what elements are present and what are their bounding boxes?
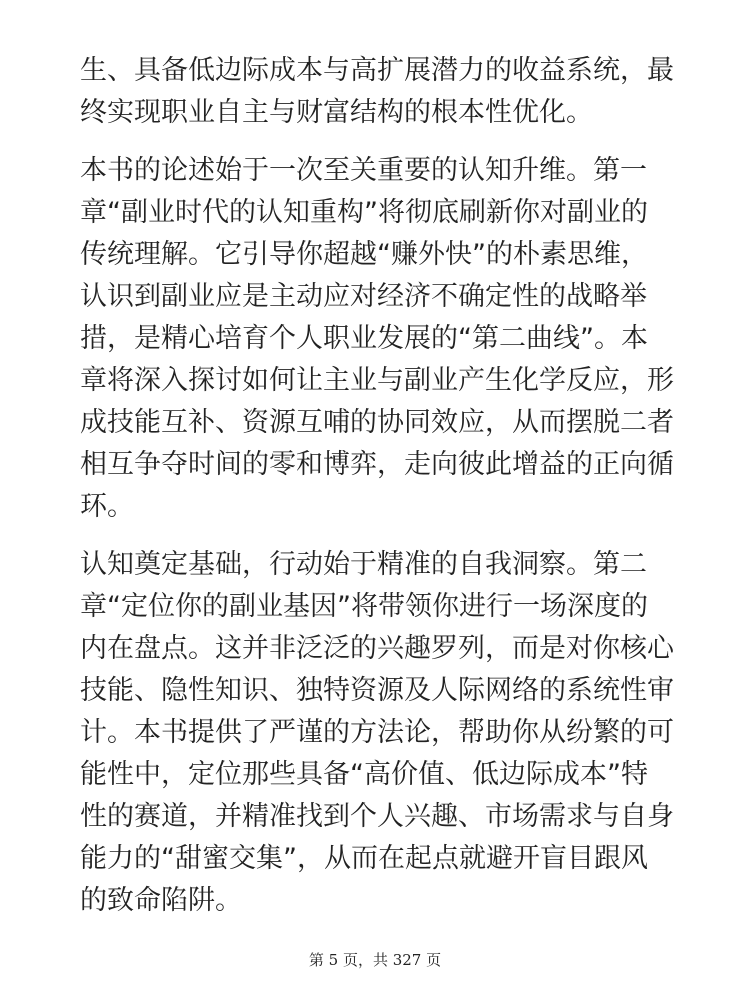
text-line: 的致命陷阱。 bbox=[80, 885, 242, 916]
text-line: 能力的“甜蜜交集”，从而在起点就避开盲目跟风 bbox=[80, 843, 648, 874]
paragraph-1 bbox=[80, 50, 672, 134]
text-line: 成技能互补、资源互哺的协同效应，从而摆脱二者 bbox=[80, 407, 674, 438]
text-line: 认识到副业应是主动应对经济不确定性的战略举 bbox=[80, 281, 647, 312]
text-line: 生、具备低边际成本与高扩展潜力的收益系统，最 bbox=[80, 55, 674, 86]
text-line: 章将深入探讨如何让主业与副业产生化学反应，形 bbox=[80, 365, 674, 396]
text-line: 相互争夺时间的零和博弈，走向彼此增益的正向循 bbox=[80, 449, 674, 480]
text-line: 能性中，定位那些具备“高价值、低边际成本”特 bbox=[80, 759, 648, 790]
document-body bbox=[80, 50, 672, 922]
page-number-footer: 第 5 页，共 327 页 bbox=[308, 951, 442, 969]
text-line: 传统理解。它引导你超越“赚外快”的朴素思维， bbox=[80, 239, 648, 270]
text-line: 计。本书提供了严谨的方法论，帮助你从纷繁的可 bbox=[80, 717, 674, 748]
text-line: 章“定位你的副业基因”将带领你进行一场深度的 bbox=[80, 591, 648, 622]
text-line: 本书的论述始于一次至关重要的认知升维。第一 bbox=[80, 155, 647, 186]
text-line: 措，是精心培育个人职业发展的“第二曲线”。本 bbox=[80, 323, 648, 354]
text-line: 性的赛道，并精准找到个人兴趣、市场需求与自身 bbox=[80, 801, 674, 832]
paragraph-2 bbox=[80, 150, 672, 528]
text-line: 章“副业时代的认知重构”将彻底刷新你对副业的 bbox=[80, 197, 648, 228]
text-line: 终实现职业自主与财富结构的根本性优化。 bbox=[80, 97, 593, 128]
paragraph-3 bbox=[80, 544, 672, 922]
text-line: 环。 bbox=[80, 491, 134, 522]
text-line: 技能、隐性知识、独特资源及人际网络的系统性审 bbox=[80, 675, 674, 706]
text-line: 认知奠定基础，行动始于精准的自我洞察。第二 bbox=[80, 549, 647, 580]
text-line: 内在盘点。这并非泛泛的兴趣罗列，而是对你核心 bbox=[80, 633, 674, 664]
